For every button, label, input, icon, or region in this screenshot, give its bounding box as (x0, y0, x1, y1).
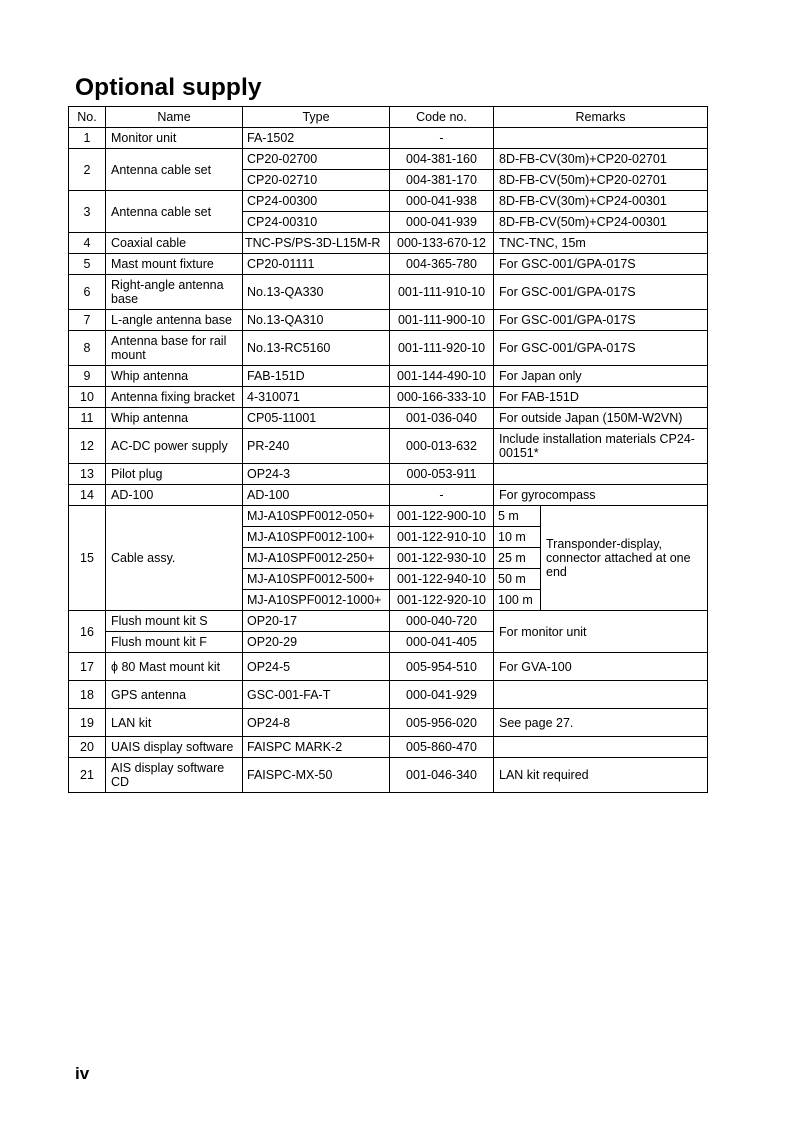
row-type: No.13-QA310 (243, 310, 390, 331)
row-type: CP20-01111 (243, 254, 390, 275)
row-no: 11 (69, 408, 106, 429)
row-remarks: For GSC-001/GPA-017S (494, 310, 708, 331)
row-code: 001-122-910-10 (390, 527, 494, 548)
row-code: - (390, 485, 494, 506)
row-code: - (390, 128, 494, 149)
row-no: 10 (69, 387, 106, 408)
row-no: 12 (69, 429, 106, 464)
row-code: 000-041-938 (390, 191, 494, 212)
table-row (69, 709, 708, 737)
table-row (69, 653, 708, 681)
row-no: 2 (69, 149, 106, 191)
row-code: 000-013-632 (390, 429, 494, 464)
row-remarks: For FAB-151D (494, 387, 708, 408)
row-type: OP24-3 (243, 464, 390, 485)
row-name: AD-100 (106, 485, 243, 506)
row-no: 4 (69, 233, 106, 254)
row-code: 000-133-670-12 (390, 233, 494, 254)
row-no: 20 (69, 737, 106, 758)
row-remarks: For gyrocompass (494, 485, 708, 506)
row-name: Mast mount fixture (106, 254, 243, 275)
row-name: L-angle antenna base (106, 310, 243, 331)
row-code: 001-122-900-10 (390, 506, 494, 527)
table-row (69, 310, 708, 331)
row-remarks: For GSC-001/GPA-017S (494, 331, 708, 366)
row-no: 3 (69, 191, 106, 233)
table-row (69, 464, 708, 485)
row-length: 10 m (494, 527, 541, 548)
table-row (69, 149, 708, 170)
table-row (69, 331, 708, 366)
row-remarks (494, 737, 708, 758)
row-name: UAIS display software (106, 737, 243, 758)
row-code: 005-956-020 (390, 709, 494, 737)
row-type: TNC-PS/PS-3D-L15M-R (243, 233, 390, 254)
row-name: Right-angle antenna base (106, 275, 243, 310)
header-no: No. (69, 107, 106, 128)
row-code: 001-122-940-10 (390, 569, 494, 590)
row-remarks: Transponder-display, connector attached at one end (541, 506, 708, 611)
row-type: MJ-A10SPF0012-050+ (243, 506, 390, 527)
row-code: 001-111-900-10 (390, 310, 494, 331)
row-name: Cable assy. (106, 506, 243, 611)
row-type: No.13-RC5160 (243, 331, 390, 366)
row-no: 7 (69, 310, 106, 331)
row-code: 000-041-405 (390, 632, 494, 653)
table-row (69, 737, 708, 758)
header-code-no: Code no. (390, 107, 494, 128)
row-type: CP05-11001 (243, 408, 390, 429)
table-row (69, 128, 708, 149)
row-code: 004-381-160 (390, 149, 494, 170)
page-title: Optional supply (75, 74, 262, 101)
table-row (69, 506, 708, 527)
row-remarks (494, 464, 708, 485)
row-remarks: 8D-FB-CV(50m)+CP24-00301 (494, 212, 708, 233)
table-header-row (69, 107, 708, 128)
row-remarks (494, 128, 708, 149)
row-remarks: 8D-FB-CV(30m)+CP20-02701 (494, 149, 708, 170)
row-no: 18 (69, 681, 106, 709)
row-no: 19 (69, 709, 106, 737)
row-type: FAISPC MARK-2 (243, 737, 390, 758)
row-code: 000-053-911 (390, 464, 494, 485)
row-code: 004-365-780 (390, 254, 494, 275)
header-type: Type (243, 107, 390, 128)
header-name: Name (106, 107, 243, 128)
row-type: OP20-17 (243, 611, 390, 632)
table-row (69, 366, 708, 387)
row-remarks: 8D-FB-CV(50m)+CP20-02701 (494, 170, 708, 191)
table-row (69, 408, 708, 429)
row-code: 005-954-510 (390, 653, 494, 681)
row-remarks: See page 27. (494, 709, 708, 737)
row-no: 8 (69, 331, 106, 366)
table-row (69, 254, 708, 275)
header-remarks: Remarks (494, 107, 708, 128)
row-code: 001-111-920-10 (390, 331, 494, 366)
row-code: 000-041-939 (390, 212, 494, 233)
row-no: 17 (69, 653, 106, 681)
row-name: Antenna cable set (106, 191, 243, 233)
row-remarks: For GVA-100 (494, 653, 708, 681)
row-type: FA-1502 (243, 128, 390, 149)
row-type: FAB-151D (243, 366, 390, 387)
row-remarks: For Japan only (494, 366, 708, 387)
row-no: 15 (69, 506, 106, 611)
table-row (69, 681, 708, 709)
row-type: 4-310071 (243, 387, 390, 408)
table-row (69, 485, 708, 506)
row-name: GPS antenna (106, 681, 243, 709)
row-remarks: TNC-TNC, 15m (494, 233, 708, 254)
row-type: MJ-A10SPF0012-100+ (243, 527, 390, 548)
row-name: LAN kit (106, 709, 243, 737)
row-code: 001-046-340 (390, 758, 494, 793)
table-row (69, 387, 708, 408)
row-type: FAISPC-MX-50 (243, 758, 390, 793)
row-length: 100 m (494, 590, 541, 611)
row-length: 25 m (494, 548, 541, 569)
row-no: 21 (69, 758, 106, 793)
table-row (69, 191, 708, 212)
row-code: 000-040-720 (390, 611, 494, 632)
row-remarks: For outside Japan (150M-W2VN) (494, 408, 708, 429)
row-remarks: For GSC-001/GPA-017S (494, 254, 708, 275)
row-type: CP20-02700 (243, 149, 390, 170)
row-no: 14 (69, 485, 106, 506)
table-row (69, 275, 708, 310)
row-type: MJ-A10SPF0012-500+ (243, 569, 390, 590)
row-remarks (494, 681, 708, 709)
row-code: 001-111-910-10 (390, 275, 494, 310)
row-name: Whip antenna (106, 366, 243, 387)
row-code: 001-122-930-10 (390, 548, 494, 569)
row-name: AIS display software CD (106, 758, 243, 793)
row-type: MJ-A10SPF0012-1000+ (243, 590, 390, 611)
row-remarks: LAN kit required (494, 758, 708, 793)
table-row (69, 611, 708, 632)
row-type: OP24-8 (243, 709, 390, 737)
row-no: 5 (69, 254, 106, 275)
row-type: CP20-02710 (243, 170, 390, 191)
row-code: 000-166-333-10 (390, 387, 494, 408)
row-remarks: For GSC-001/GPA-017S (494, 275, 708, 310)
table-row (69, 429, 708, 464)
row-name: Antenna fixing bracket (106, 387, 243, 408)
row-length: 5 m (494, 506, 541, 527)
row-type: PR-240 (243, 429, 390, 464)
row-name: ϕ 80 Mast mount kit (106, 653, 243, 681)
row-type: AD-100 (243, 485, 390, 506)
row-length: 50 m (494, 569, 541, 590)
row-type: MJ-A10SPF0012-250+ (243, 548, 390, 569)
row-type: No.13-QA330 (243, 275, 390, 310)
row-name: Whip antenna (106, 408, 243, 429)
row-no: 1 (69, 128, 106, 149)
row-name: Flush mount kit F (106, 632, 243, 653)
row-type: OP20-29 (243, 632, 390, 653)
row-no: 13 (69, 464, 106, 485)
row-code: 000-041-929 (390, 681, 494, 709)
row-code: 001-122-920-10 (390, 590, 494, 611)
table-row (69, 233, 708, 254)
row-code: 004-381-170 (390, 170, 494, 191)
row-type: GSC-001-FA-T (243, 681, 390, 709)
row-no: 9 (69, 366, 106, 387)
row-type: OP24-5 (243, 653, 390, 681)
row-no: 16 (69, 611, 106, 653)
row-type: CP24-00300 (243, 191, 390, 212)
page-number: iv (75, 1064, 90, 1083)
row-type: CP24-00310 (243, 212, 390, 233)
table-row (69, 758, 708, 793)
row-remarks: 8D-FB-CV(30m)+CP24-00301 (494, 191, 708, 212)
row-code: 001-036-040 (390, 408, 494, 429)
row-name: Flush mount kit S (106, 611, 243, 632)
row-remarks: For monitor unit (494, 611, 708, 653)
row-name: Pilot plug (106, 464, 243, 485)
row-code: 001-144-490-10 (390, 366, 494, 387)
row-name: Antenna base for rail mount (106, 331, 243, 366)
row-name: Coaxial cable (106, 233, 243, 254)
row-no: 6 (69, 275, 106, 310)
row-code: 005-860-470 (390, 737, 494, 758)
row-remarks: Include installation materials CP24-00151* (494, 429, 708, 464)
optional-supply-table (68, 106, 708, 793)
row-name: AC-DC power supply (106, 429, 243, 464)
row-name: Monitor unit (106, 128, 243, 149)
row-name: Antenna cable set (106, 149, 243, 191)
